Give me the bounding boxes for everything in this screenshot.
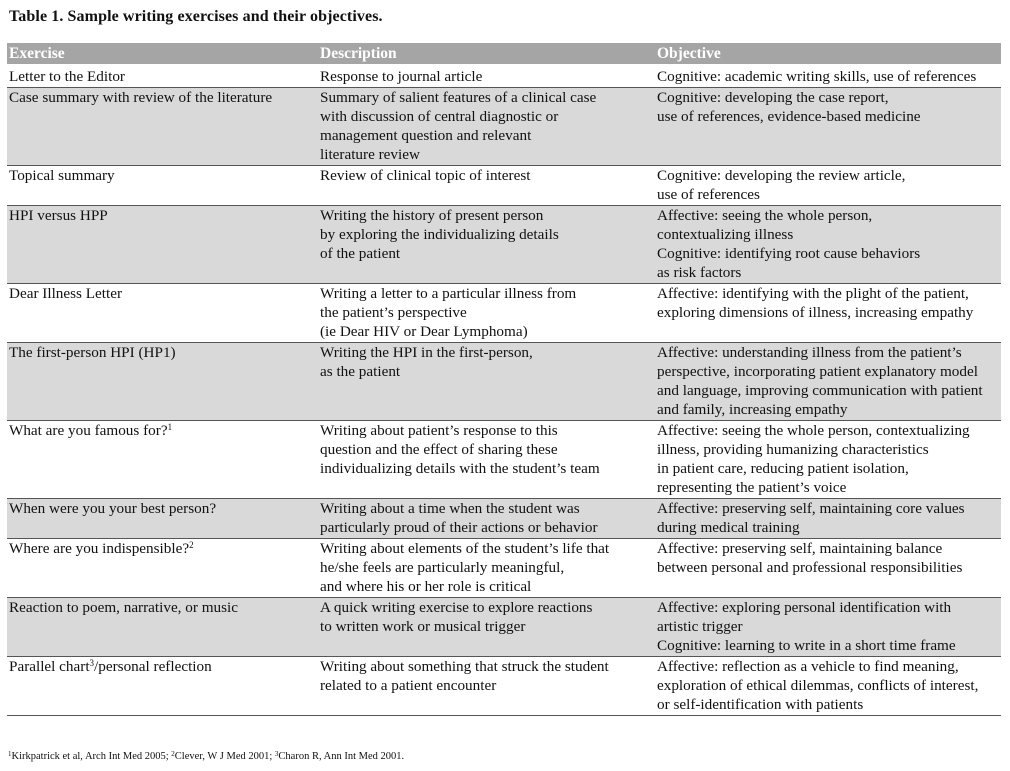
objective-cell: Cognitive: academic writing skills, use of references — [657, 68, 977, 85]
footnote-marker: 3 — [89, 658, 95, 668]
exercise-cell — [7, 88, 318, 166]
exercise-cell — [7, 598, 318, 657]
exercise-cell — [7, 499, 318, 539]
table-row — [7, 598, 1001, 657]
footnote-marker: 1 — [167, 422, 173, 432]
description-cell: Writing about a time when the student was particularly proud of their actions or behavior — [318, 499, 655, 539]
exercise-text: HPI versus HPP — [9, 207, 108, 224]
exercise-cell — [7, 166, 318, 206]
footnote-marker: 2 — [171, 750, 175, 758]
table-caption: Table 1. Sample writing exercises and their objectives. — [9, 8, 383, 25]
table-row — [7, 284, 1001, 343]
objective-cell: Affective: reflection as a vehicle to find meaning, exploration of ethical dilemmas, conflicts of interest, or self-identification with patients — [657, 658, 979, 713]
description-cell: Review of clinical topic of interest — [320, 167, 531, 184]
description-cell: Writing the HPI in the first-person, as the patient — [318, 343, 655, 421]
table-row — [7, 657, 1001, 716]
exercise-text: Reaction to poem, narrative, or music — [9, 599, 239, 616]
header-objective: Objective — [655, 43, 1001, 64]
footnote-reference: Kirkpatrick et al, Arch Int Med 2005; — [11, 751, 172, 762]
table-row — [7, 88, 1001, 166]
exercise-cell — [7, 284, 318, 343]
description-cell: Writing about patient’s response to this question and the effect of sharing these individualizing details with the student’s team — [320, 422, 600, 477]
header-exercise: Exercise — [7, 43, 318, 64]
exercise-cell — [7, 343, 318, 421]
description-cell: Writing a letter to a particular illness from the patient’s perspective (ie Dear HIV or Dear Lymphoma) — [320, 285, 577, 340]
objective-cell: Affective: seeing the whole person, contextualizing illness, providing humanizing characteristics in patient care, reducing patient isolation, representing the patient’s voice — [657, 422, 970, 496]
exercise-cell — [7, 64, 318, 88]
footnote-reference: Clever, W J Med 2001; — [174, 751, 275, 762]
description-cell: Summary of salient features of a clinical case with discussion of central diagnostic or management question and relevant literature review — [318, 88, 655, 166]
table-row — [7, 499, 1001, 539]
objective-cell: Affective: identifying with the plight of the patient, exploring dimensions of illness, increasing empathy — [657, 285, 974, 321]
exercise-text: The first-person HPI (HP1) — [9, 344, 176, 361]
header-description: Description — [318, 43, 655, 64]
exercise-cell — [7, 206, 318, 284]
description-cell: Response to journal article — [320, 68, 483, 85]
exercise-text: Where are you indispensible? — [9, 540, 190, 557]
exercise-text: When were you your best person? — [9, 500, 217, 517]
objective-cell: Affective: exploring personal identification with artistic trigger Cognitive: learning to write in a short time frame — [655, 598, 1001, 657]
table-row — [7, 421, 1001, 499]
footnote-marker: 1 — [8, 750, 12, 758]
footnote-marker: 2 — [189, 540, 194, 550]
table-row — [7, 343, 1001, 421]
exercise-cell — [7, 421, 318, 499]
objective-cell: Affective: preserving self, maintaining core values during medical training — [655, 499, 1001, 539]
objective-cell: Cognitive: developing the case report, use of references, evidence-based medicine — [655, 88, 1001, 166]
exercise-cell — [7, 539, 318, 598]
exercise-text: Topical summary — [9, 167, 115, 184]
description-cell: Writing about elements of the student’s life that he/she feels are particularly meaningful, and where his or her role is critical — [320, 540, 610, 595]
description-cell: A quick writing exercise to explore reactions to written work or musical trigger — [318, 598, 655, 657]
table-footnote — [8, 751, 404, 762]
exercise-cell — [7, 657, 318, 716]
objective-cell: Affective: seeing the whole person, contextualizing illness Cognitive: identifying root cause behaviors as risk factors — [655, 206, 1001, 284]
table-row — [7, 539, 1001, 598]
exercise-text: What are you famous for? — [9, 422, 168, 439]
exercise-text: Dear Illness Letter — [9, 285, 123, 302]
footnote-marker: 3 — [274, 750, 279, 758]
table-row — [7, 206, 1001, 284]
exercise-text-tail: /personal reflection — [94, 658, 212, 675]
objective-cell: Affective: preserving self, maintaining balance between personal and professional responsibilities — [657, 540, 963, 576]
exercise-text: Letter to the Editor — [9, 68, 125, 85]
table-row — [7, 64, 1001, 88]
footnote-reference: Charon R, Ann Int Med 2001. — [278, 751, 405, 762]
description-cell: Writing about something that struck the student related to a patient encounter — [320, 658, 609, 694]
objective-cell: Cognitive: developing the review article, use of references — [657, 167, 906, 203]
table-row — [7, 166, 1001, 206]
objective-cell: Affective: understanding illness from the patient’s perspective, incorporating patient explanatory model and language, improving communication with patient and family, increasing empathy — [655, 343, 1001, 421]
description-cell: Writing the history of present person by exploring the individualizing details of the patient — [318, 206, 655, 284]
exercise-text: Case summary with review of the literature — [9, 89, 273, 106]
table-header-row — [7, 43, 1001, 64]
writing-exercises-table — [7, 43, 1001, 716]
exercise-text: Parallel chart — [9, 658, 90, 675]
